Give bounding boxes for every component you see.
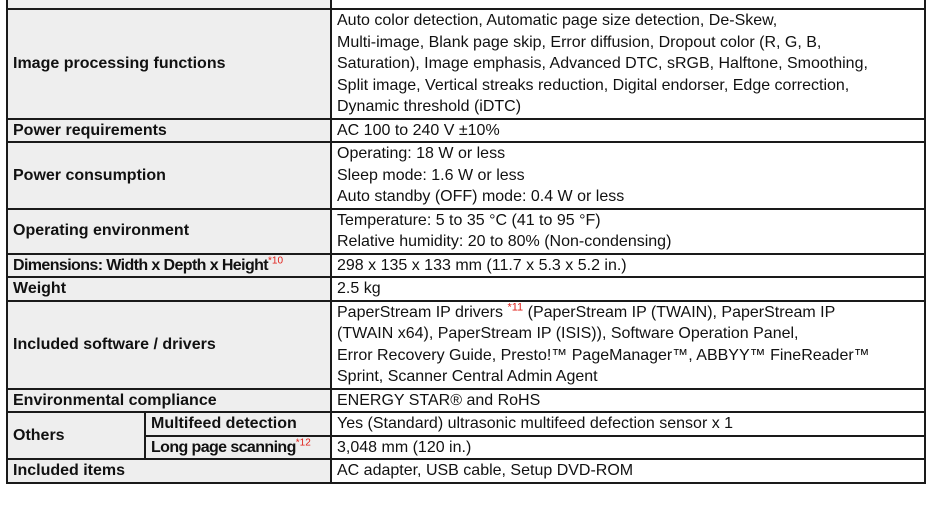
- spec-value-environmental-compliance: ENERGY STAR® and RoHS: [331, 389, 925, 413]
- spec-value-image-processing: [331, 9, 925, 119]
- spec-label-environmental-compliance: Environmental compliance: [7, 389, 331, 413]
- long-page-label-text: Long page scanning: [151, 438, 296, 456]
- operating-environment-line-1: Temperature: 5 to 35 °C (41 to 95 °F): [337, 211, 601, 229]
- spec-label-included-items: Included items: [7, 459, 331, 483]
- table-row-power-requirements: [7, 119, 925, 143]
- included-software-first-text: PaperStream IP drivers: [337, 303, 503, 321]
- spec-value-multifeed-detection: Yes (Standard) ultrasonic multifeed defection sensor x 1: [331, 412, 925, 436]
- spec-label-dimensions: [7, 254, 331, 278]
- table-row-environmental-compliance: [7, 389, 925, 413]
- spec-label-top: [7, 0, 331, 9]
- spec-label-included-software: Included software / drivers: [7, 301, 331, 389]
- table-row-operating-environment: [7, 209, 925, 254]
- image-processing-line-2: Multi-image, Blank page skip, Error diffusion, Dropout color (R, G, B,: [337, 33, 822, 51]
- footnote-ref-10: *10: [268, 255, 284, 267]
- table-row-others-multifeed: [7, 412, 925, 436]
- image-processing-line-5: Dynamic threshold (iDTC): [337, 98, 522, 115]
- spec-label-operating-environment: Operating environment: [7, 209, 331, 254]
- spec-value-included-software: [331, 301, 925, 389]
- table-row-dimensions: [7, 254, 925, 278]
- spec-value-dimensions: 298 x 135 x 133 mm (11.7 x 5.3 x 5.2 in.): [331, 254, 925, 278]
- dimensions-label-text: Dimensions: Width x Depth x Height: [13, 256, 269, 274]
- spec-value-power-requirements: AC 100 to 240 V ±10%: [331, 119, 925, 143]
- footnote-ref-11: *11: [507, 301, 524, 314]
- spec-sublabel-long-page-scanning: [145, 436, 331, 460]
- spec-label-power-consumption: Power consumption: [7, 142, 331, 209]
- spec-label-weight: Weight: [7, 277, 331, 301]
- image-processing-line-3: Saturation), Image emphasis, Advanced DTC, sRGB, Halftone, Smoothing,: [337, 55, 868, 72]
- included-software-line-1: [337, 302, 919, 324]
- spec-sublabel-multifeed-detection: Multifeed detection: [145, 412, 331, 436]
- operating-environment-line-2: Relative humidity: 20 to 80% (Non-condensing): [337, 233, 672, 250]
- table-row-image-processing: [7, 9, 925, 119]
- table-row-others-long-page: [7, 436, 925, 460]
- spec-label-others: Others: [7, 412, 145, 459]
- power-consumption-line-1: Operating: 18 W or less: [337, 145, 506, 162]
- power-consumption-line-3: Auto standby (OFF) mode: 0.4 W or less: [337, 188, 625, 205]
- included-software-line-3: Error Recovery Guide, Presto!™ PageManager™, ABBYY™ FineReader™: [337, 346, 870, 364]
- image-processing-line-4: Split image, Vertical streaks reduction, Digital endorser, Edge correction,: [337, 76, 850, 94]
- included-software-line-2: (TWAIN x64), PaperStream IP (ISIS)), Software Operation Panel,: [337, 325, 799, 342]
- spec-value-top: [331, 0, 925, 9]
- spec-value-power-consumption: [331, 142, 925, 209]
- spec-value-long-page-scanning: 3,048 mm (120 in.): [331, 436, 925, 460]
- power-consumption-line-2: Sleep mode: 1.6 W or less: [337, 166, 525, 184]
- included-software-line-4: Sprint, Scanner Central Admin Agent: [337, 368, 598, 385]
- image-processing-line-1: Auto color detection, Automatic page size detection, De-Skew,: [337, 12, 778, 29]
- footnote-ref-12: *12: [295, 437, 311, 449]
- spec-value-weight: 2.5 kg: [331, 277, 925, 301]
- included-software-first-rest: (PaperStream IP (TWAIN), PaperStream IP: [527, 303, 836, 321]
- spec-value-included-items: AC adapter, USB cable, Setup DVD-ROM: [331, 459, 925, 483]
- specifications-table: [6, 0, 926, 484]
- table-row-weight: [7, 277, 925, 301]
- table-row-power-consumption: [7, 142, 925, 209]
- spec-label-image-processing: Image processing functions: [7, 9, 331, 119]
- table-row-included-items: [7, 459, 925, 483]
- spec-label-power-requirements: Power requirements: [7, 119, 331, 143]
- spec-value-operating-environment: [331, 209, 925, 254]
- table-row-top-partial: [7, 0, 925, 9]
- table-row-included-software: [7, 301, 925, 389]
